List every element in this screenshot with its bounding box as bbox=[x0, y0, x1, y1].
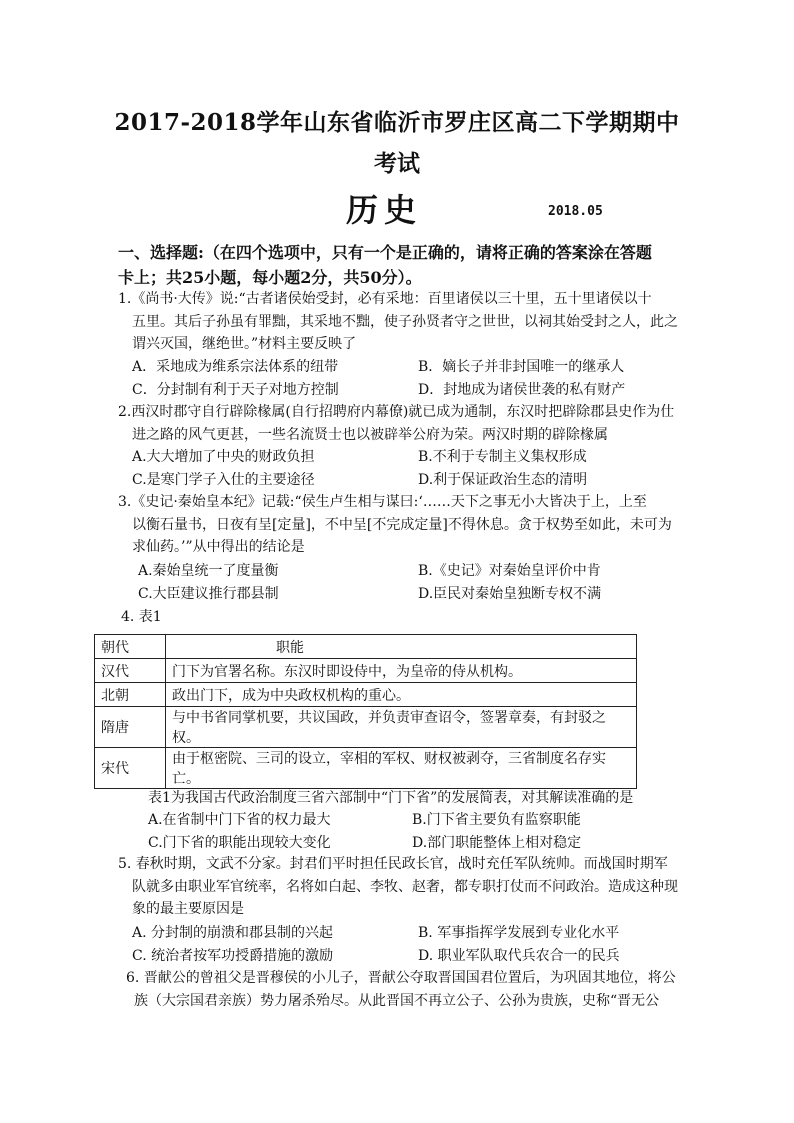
option-b: B．嫡长子并非封国唯一的继承人 bbox=[418, 359, 625, 375]
option-b: B.《史记》对秦始皇评价中肯 bbox=[418, 563, 601, 579]
option-d: D. 职业军队取代兵农合一的民兵 bbox=[418, 948, 620, 964]
table-cell: 宋代 bbox=[95, 748, 166, 789]
table-row bbox=[95, 707, 637, 748]
table-cell: 由于枢密院、三司的设立，宰相的军权、财权被剥夺，三省制度名存实亡。 bbox=[166, 748, 637, 789]
option-d: D.臣民对秦始皇独断专权不满 bbox=[418, 586, 602, 602]
table-cell: 与中书省同掌机要，共议国政，并负责审查诏令，签署章奏，有封驳之权。 bbox=[166, 707, 637, 748]
option-a: A．采地成为维系宗法体系的纽带 bbox=[132, 359, 339, 375]
question-4-label: 4. 表1 bbox=[121, 609, 162, 625]
table-header-cell: 朝代 bbox=[95, 635, 166, 659]
option-a: A.在省制中门下省的权力最大 bbox=[148, 812, 331, 828]
option-a: A.秦始皇统一了度量衡 bbox=[138, 563, 279, 579]
option-c: C．分封制有利于天子对地方控制 bbox=[132, 382, 339, 398]
table-header-row bbox=[95, 635, 637, 659]
question-1 bbox=[118, 288, 678, 356]
section-heading bbox=[118, 240, 688, 290]
question-stem-line: 五里。其后子孙虽有罪黜，其采地不黜，使子孙贤者守之世世，以祠其始受封之人，此之 bbox=[132, 313, 678, 330]
exam-date: 2018.05 bbox=[548, 204, 603, 219]
question-stem-line: 1.《尚书·大传》说:“古者诸侯始受封，必有采地：百里诸侯以三十里，五十里诸侯以十 bbox=[118, 291, 652, 307]
table-header-cell: 职能 bbox=[166, 635, 637, 659]
table-cell: 隋唐 bbox=[95, 707, 166, 748]
option-d: D.部门职能整体上相对稳定 bbox=[412, 835, 582, 851]
dynasty-table bbox=[94, 634, 637, 789]
exam-title-line2: 考试 bbox=[374, 150, 420, 177]
table-cell: 政出门下，成为中央政权机构的重心。 bbox=[166, 683, 637, 707]
table-row bbox=[95, 748, 637, 789]
option-a: A.大大增加了中央的财政负担 bbox=[132, 449, 315, 465]
exam-title-line1: 2017-2018学年山东省临沂市罗庄区高二下学期期中 bbox=[114, 109, 680, 136]
option-c: C. 统治者按军功授爵措施的激励 bbox=[132, 948, 334, 964]
subject-title: 历史 bbox=[346, 191, 423, 229]
section-heading-line1: 一、选择题:（在四个选项中，只有一个是正确的，请将正确的答案涂在答题 bbox=[118, 243, 652, 262]
option-c: C.是寒门学子入仕的主要途径 bbox=[132, 472, 315, 488]
question-4-stem: 表1为我国古代政治制度三省六部制中“门下省”的发展简表，对其解读准确的是 bbox=[148, 790, 634, 806]
question-3 bbox=[118, 491, 678, 559]
question-stem-line: 3.《史记·秦始皇本纪》记载:“侯生卢生相与谋曰:‘……天下之事无小大皆决于上，上至 bbox=[118, 494, 647, 510]
question-stem-line: 求仙药。’”从中得出的结论是 bbox=[132, 539, 305, 555]
option-b: B. 军事指挥学发展到专业化水平 bbox=[418, 925, 620, 941]
option-b: B.不利于专制主义集权形成 bbox=[418, 449, 587, 465]
option-c: C.大臣建议推行郡县制 bbox=[138, 586, 279, 602]
question-stem-line: 6. 晋献公的曾祖父是晋穆侯的小儿子，晋献公夺取晋国国君位置后，为巩固其地位，将公 bbox=[126, 970, 676, 986]
table-row bbox=[95, 683, 637, 707]
question-stem-line: 象的最主要原因是 bbox=[132, 901, 244, 917]
table-cell: 北朝 bbox=[95, 683, 166, 707]
question-2 bbox=[118, 401, 678, 446]
question-stem-line: 谓兴灭国，继绝世。”材料主要反映了 bbox=[132, 336, 357, 352]
option-b: B.门下省主要负有监察职能 bbox=[412, 812, 581, 828]
question-stem-line: 进之路的风气更甚，一些名流贤士也以被辟举公府为荣。两汉时期的辟除椽属 bbox=[132, 426, 608, 443]
question-6 bbox=[126, 967, 686, 1012]
option-d: D.利于保证政治生态的清明 bbox=[418, 472, 588, 488]
option-c: C.门下省的职能出现较大变化 bbox=[148, 835, 331, 851]
option-a: A. 分封制的崩溃和郡县制的兴起 bbox=[132, 925, 334, 941]
question-stem-line: 以衡石量书，日夜有呈[定量]，不中呈[不完成定量]不得休息。贪于权势至如此，未可为 bbox=[132, 516, 672, 533]
table-cell: 汉代 bbox=[95, 659, 166, 683]
option-d: D．封地成为诸侯世袭的私有财产 bbox=[418, 382, 626, 398]
question-stem-line: 族（大宗国君亲族）势力屠杀殆尽。从此晋国不再立公子、公孙为贵族，史称“晋无公 bbox=[134, 992, 660, 1009]
table-cell: 门下为官署名称。东汉时即设侍中，为皇帝的侍从机构。 bbox=[166, 659, 637, 683]
table-row bbox=[95, 659, 637, 683]
question-stem-line: 5. 春秋时期，文武不分家。封君们平时担任民政长官，战时充任军队统帅。而战国时期军 bbox=[118, 856, 668, 872]
question-stem-line: 2.西汉时郡守自行辟除椽属(自行招聘府内幕僚)就已成为通制，东汉时把辟除郡县史作为仕 bbox=[118, 404, 675, 420]
section-heading-line2: 卡上；共25小题，每小题2分，共50分）。 bbox=[118, 268, 422, 287]
question-stem-line: 队就多由职业军官统率，名将如白起、李牧、赵奢，都专职打仗而不问政治。造成这种现 bbox=[132, 878, 678, 895]
question-5 bbox=[118, 853, 678, 921]
